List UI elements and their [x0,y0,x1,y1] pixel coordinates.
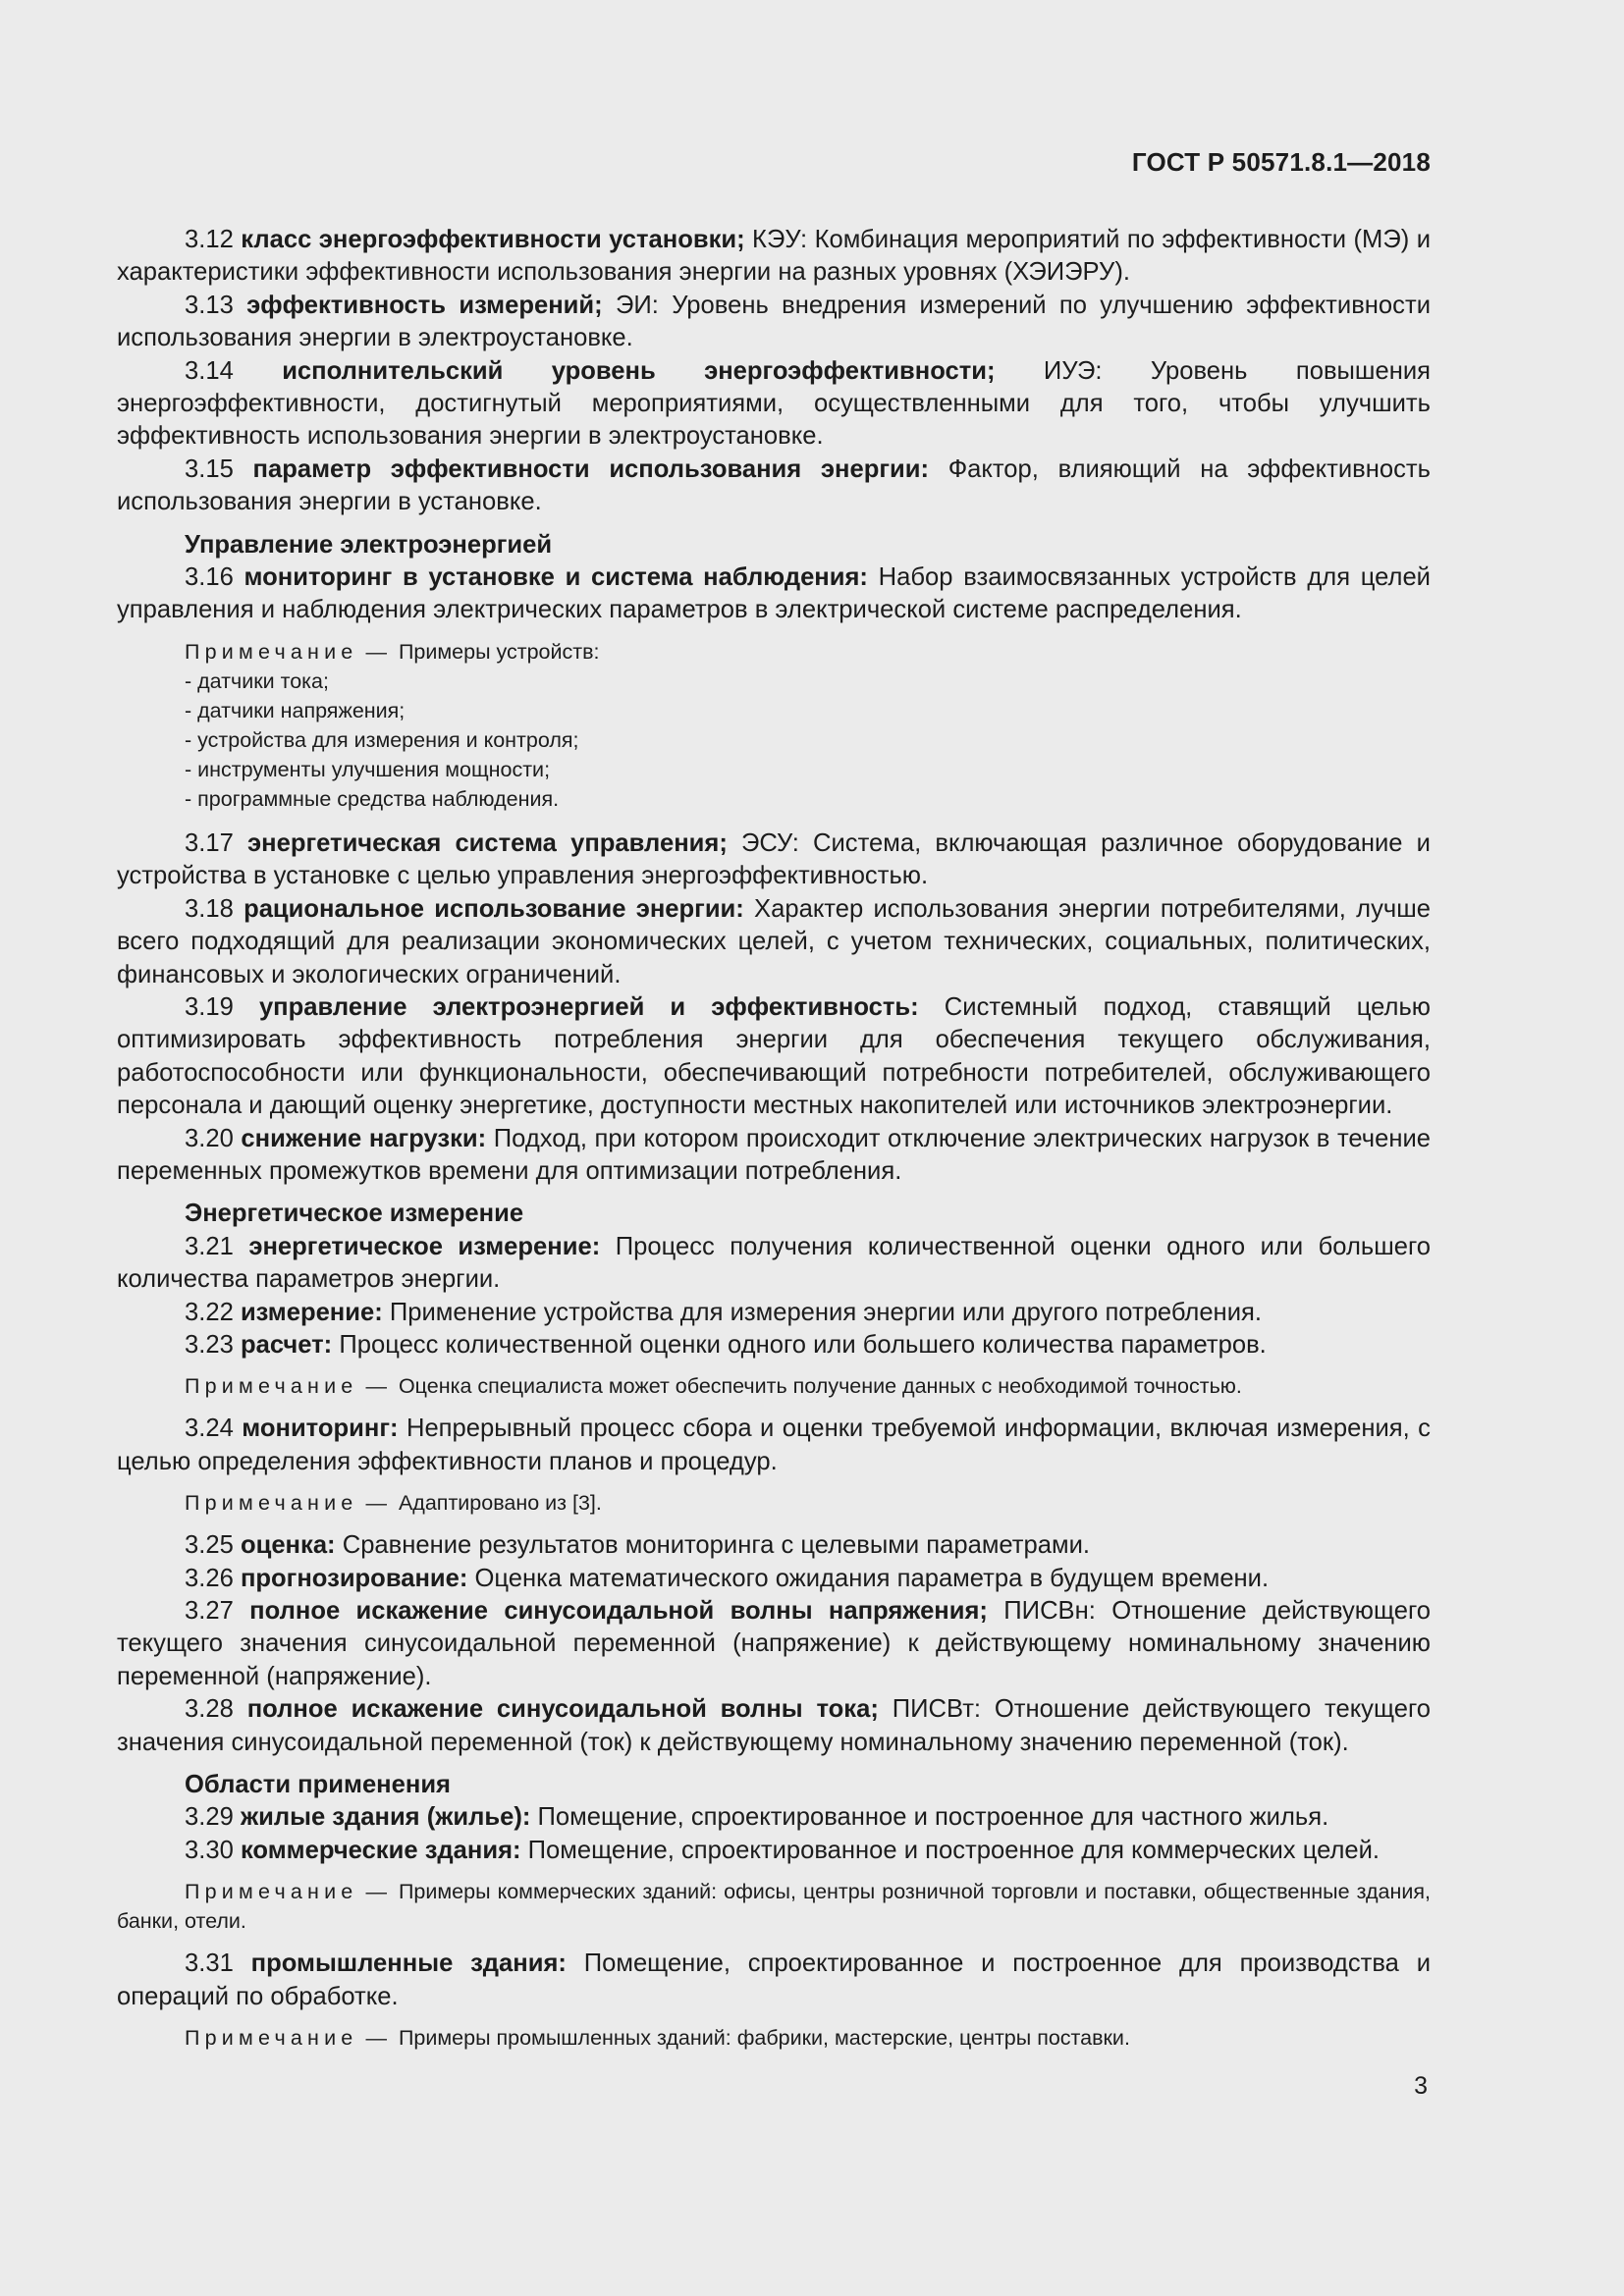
term-title: коммерческие здания: [240,1836,521,1864]
note-text: Примеры устройств: [398,639,600,664]
term-title: мониторинг: [242,1415,399,1443]
term-definition [117,224,1431,290]
term-number: 3.14 [185,356,234,385]
note-label: Примечание [185,639,358,664]
term-title: мониторинг в установке и система наблюдения: [244,563,868,592]
term-text: Фактор, влияющий на эффективность использования энергии в установке. [117,454,1431,516]
term-title: рациональное использование энергии: [244,894,744,923]
term-text: Сравнение результатов мониторинга с целевыми параметрами. [335,1531,1091,1560]
term-number: 3.12 [185,226,234,253]
term-text: ЭИ: Уровень внедрения измерений по улучшению эффективности использования энергии в электроустановке. [117,291,1431,352]
term-text: Подход, при котором происходит отключение электрических нагрузок в течение переменных промежутков времени для оптимизации потребления. [117,1124,1431,1185]
term-definition [117,1835,1431,1867]
term-text: Набор взаимосвязанных устройств для целей управления и наблюдения электрических параметров в электрической системе распределения. [117,563,1431,624]
term-definition [117,1801,1431,1834]
note-label: Примечание [185,1374,358,1399]
term-number: 3.15 [185,454,234,483]
term-definition [117,1563,1431,1595]
term-number: 3.25 [185,1531,234,1560]
term-definition [117,1123,1431,1189]
note-text: Примеры промышленных зданий: фабрики, мастерские, центры поставки. [398,2026,1130,2051]
note-label: Примечание [185,1880,358,1904]
term-definition [117,1413,1431,1478]
term-number: 3.21 [185,1232,234,1260]
term-title: жилые здания (жилье): [240,1803,531,1832]
list-item: - датчики тока; [185,668,329,693]
list-item: - датчики напряжения; [185,698,406,722]
term-text: Процесс получения количественной оценки одного или большего количества параметров энергии. [117,1232,1431,1294]
list-item: - инструменты улучшения мощности; [185,757,551,781]
section-heading: Управление электроэнергией [185,530,553,559]
term-definition [117,290,1431,355]
note-dash: — [365,639,387,664]
term-text: КЭУ: Комбинация мероприятий по эффективности (МЭ) и характеристики эффективности использования энергии на разных уровнях (ХЭИЭРУ). [117,226,1431,287]
term-definition [117,1231,1431,1297]
note [117,1371,1431,1401]
term-definition [117,893,1431,991]
term-text: ЭСУ: Система, включающая различное оборудование и устройства в установке с целью управления энергоэффективностью. [117,828,1431,890]
list-item: - программные средства наблюдения. [185,786,560,811]
term-number: 3.28 [185,1695,234,1724]
term-number: 3.16 [185,563,234,592]
term-title: расчет: [240,1330,333,1359]
note [117,1488,1431,1518]
term-number: 3.30 [185,1836,234,1864]
term-definition [117,1693,1431,1759]
note-dash: — [365,1374,387,1399]
note [117,637,1431,667]
term-text: Помещение, спроектированное и построенное для частного жилья. [530,1803,1329,1832]
term-title: снижение нагрузки: [241,1124,487,1152]
note-text: Оценка специалиста может обеспечить получение данных с необходимой точностью. [398,1374,1242,1399]
term-number: 3.31 [185,1949,234,1978]
term-title: энергетическая система управления; [247,828,728,857]
term-text: Системный подход, ставящий целью оптимизировать эффективность потребления энергии для обеспечения текущего обслуживания, работоспособности или функциональности, обеспечивающий потребности потребителей, обслуживающего персонала и дающий оценку энергетике, доступности местных накопителей или источников электроэнергии. [117,992,1431,1120]
term-definition [117,355,1431,454]
term-title: оценка: [240,1531,336,1560]
note-dash: — [365,1880,387,1904]
term-text: Применение устройства для измерения энергии или другого потребления. [382,1298,1262,1326]
term-number: 3.22 [185,1298,234,1326]
term-text: Помещение, спроектированное и построенное для производства и операций по обработке. [117,1949,1431,2010]
term-text: Помещение, спроектированное и построенное для коммерческих целей. [520,1836,1380,1864]
term-definition [117,828,1431,893]
term-text: ИУЭ: Уровень повышения энергоэффективности, достигнутый мероприятиями, осуществленными для того, чтобы улучшить эффективность использования энергии в электроустановке. [117,356,1431,451]
term-definition [117,1329,1431,1362]
term-title: исполнительский уровень энергоэффективности; [282,356,996,385]
note-list [117,667,1431,814]
term-text: Характер использования энергии потребителями, лучше всего подходящий для реализации экономических целей, с учетом технических, социальных, политических, финансовых и экологических ограничений. [117,894,1431,988]
term-number: 3.18 [185,894,234,923]
list-item: - устройства для измерения и контроля; [185,727,579,752]
note [117,1877,1431,1936]
term-number: 3.17 [185,828,234,857]
term-title: эффективность измерений; [246,291,603,319]
term-definition [117,561,1431,627]
note-text: Примеры коммерческих зданий: офисы, центры розничной торговли и поставки, общественные здания, банки, отели. [117,1880,1431,1934]
term-definition [117,1529,1431,1562]
section-heading: Энергетическое измерение [185,1200,524,1228]
note-text: Адаптировано из [3]. [398,1491,602,1516]
note-label: Примечание [185,2026,358,2051]
term-title: управление электроэнергией и эффективность: [258,992,919,1021]
term-text: Оценка математического ожидания параметра в будущем времени. [467,1564,1270,1592]
term-number: 3.20 [185,1124,234,1152]
document-body [117,224,1431,2053]
term-definition [117,454,1431,519]
term-number: 3.24 [185,1415,234,1443]
note-dash: — [365,2026,387,2051]
term-text: Процесс количественной оценки одного или большего количества параметров. [332,1330,1267,1359]
term-number: 3.19 [185,992,234,1021]
term-definition [117,1595,1431,1693]
term-text: Непрерывный процесс сбора и оценки требуемой информации, включая измерения, с целью определения эффективности планов и процедур. [117,1415,1431,1475]
note [117,2023,1431,2053]
term-definition [117,1948,1431,2013]
term-title: промышленные здания: [250,1949,567,1978]
page-number: 3 [1414,2072,1428,2100]
document-code-header: ГОСТ Р 50571.8.1—2018 [1131,147,1431,177]
note-label: Примечание [185,1491,358,1516]
term-title: прогнозирование: [240,1564,468,1592]
term-title: параметр эффективности использования энергии: [252,454,930,483]
term-number: 3.27 [185,1597,234,1625]
term-number: 3.23 [185,1330,234,1359]
term-title: измерение: [240,1298,383,1326]
term-title: энергетическое измерение: [248,1232,601,1260]
term-title: полное искажение синусоидальной волны напряжения; [249,1597,988,1625]
term-text: ПИСВт: Отношение действующего текущего значения синусоидальной переменной (ток) к действующему номинальному значению переменной (ток). [117,1695,1431,1756]
term-number: 3.13 [185,291,234,319]
section-heading: Области применения [185,1771,451,1799]
note-dash: — [365,1491,387,1516]
term-title: полное искажение синусоидальной волны тока; [246,1695,879,1724]
term-number: 3.29 [185,1803,234,1832]
term-definition [117,991,1431,1123]
term-text: ПИСВн: Отношение действующего текущего значения синусоидальной переменной (напряжение) к действующему номинальному значению переменной (напряжение). [117,1597,1431,1690]
term-number: 3.26 [185,1564,234,1592]
term-definition [117,1297,1431,1329]
term-title: класс энергоэффективности установки; [241,226,745,253]
